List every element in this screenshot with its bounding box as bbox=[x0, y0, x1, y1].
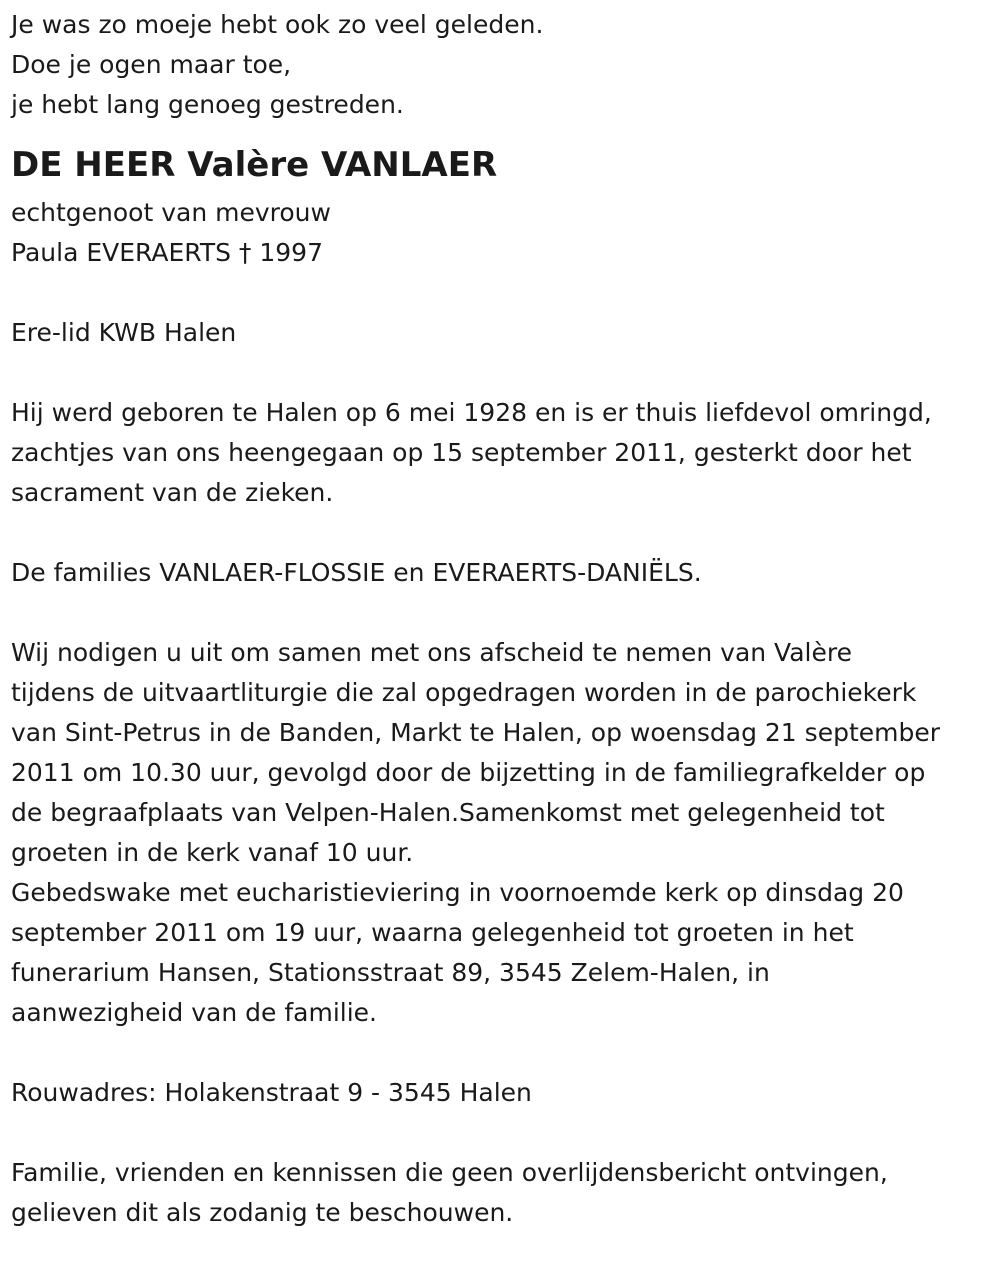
spacer bbox=[11, 353, 996, 393]
families: De families VANLAER-FLOSSIE en EVERAERTS-DANIËLS. bbox=[11, 558, 702, 587]
poem-line: je hebt lang genoeg gestreden. bbox=[11, 90, 404, 119]
obituary-document bbox=[11, 5, 996, 1233]
paragraph-line: september 2011 om 19 uur, waarna gelegenheid tot groeten in het bbox=[11, 918, 854, 947]
spacer bbox=[11, 1113, 996, 1153]
closing-paragraph bbox=[11, 1153, 996, 1233]
paragraph-line: Familie, vrienden en kennissen die geen overlijdensbericht ontvingen, bbox=[11, 1158, 888, 1187]
deceased-name: DE HEER Valère VANLAER bbox=[11, 145, 498, 185]
paragraph-line: sacrament van de zieken. bbox=[11, 478, 334, 507]
paragraph-line: van Sint-Petrus in de Banden, Markt te Halen, op woensdag 21 september bbox=[11, 718, 941, 747]
paragraph-line: gelieven dit als zodanig te beschouwen. bbox=[11, 1198, 514, 1227]
poem bbox=[11, 5, 996, 125]
paragraph-line: 2011 om 10.30 uur, gevolgd door de bijzetting in de familiegrafkelder op bbox=[11, 758, 926, 787]
paragraph-line: Wij nodigen u uit om samen met ons afscheid te nemen van Valère bbox=[11, 638, 852, 667]
paragraph-line: Hij werd geboren te Halen op 6 mei 1928 en is er thuis liefdevol omringd, bbox=[11, 398, 932, 427]
membership: Ere-lid KWB Halen bbox=[11, 318, 237, 347]
paragraph-line: aanwezigheid van de familie. bbox=[11, 998, 377, 1027]
spacer bbox=[11, 1033, 996, 1073]
paragraph-line: groeten in de kerk vanaf 10 uur. bbox=[11, 838, 414, 867]
mourning-address: Rouwadres: Holakenstraat 9 - 3545 Halen bbox=[11, 1078, 532, 1107]
paragraph-line: tijdens de uitvaartliturgie die zal opgedragen worden in de parochiekerk bbox=[11, 678, 917, 707]
spacer bbox=[11, 273, 996, 313]
spouse-name: Paula EVERAERTS † 1997 bbox=[11, 238, 323, 267]
poem-line: Je was zo moeje hebt ook zo veel geleden. bbox=[11, 10, 544, 39]
paragraph-line: zachtjes van ons heengegaan op 15 september 2011, gesterkt door het bbox=[11, 438, 912, 467]
invitation-paragraph bbox=[11, 633, 996, 1033]
paragraph-line: de begraafplaats van Velpen-Halen.Samenkomst met gelegenheid tot bbox=[11, 798, 885, 827]
paragraph-line: Gebedswake met eucharistieviering in voornoemde kerk op dinsdag 20 bbox=[11, 878, 904, 907]
paragraph-line: funerarium Hansen, Stationsstraat 89, 3545 Zelem-Halen, in bbox=[11, 958, 770, 987]
spacer bbox=[11, 593, 996, 633]
poem-line: Doe je ogen maar toe, bbox=[11, 50, 292, 79]
birth-death-paragraph bbox=[11, 393, 996, 513]
spouse-relation: echtgenoot van mevrouw bbox=[11, 198, 331, 227]
spacer bbox=[11, 513, 996, 553]
